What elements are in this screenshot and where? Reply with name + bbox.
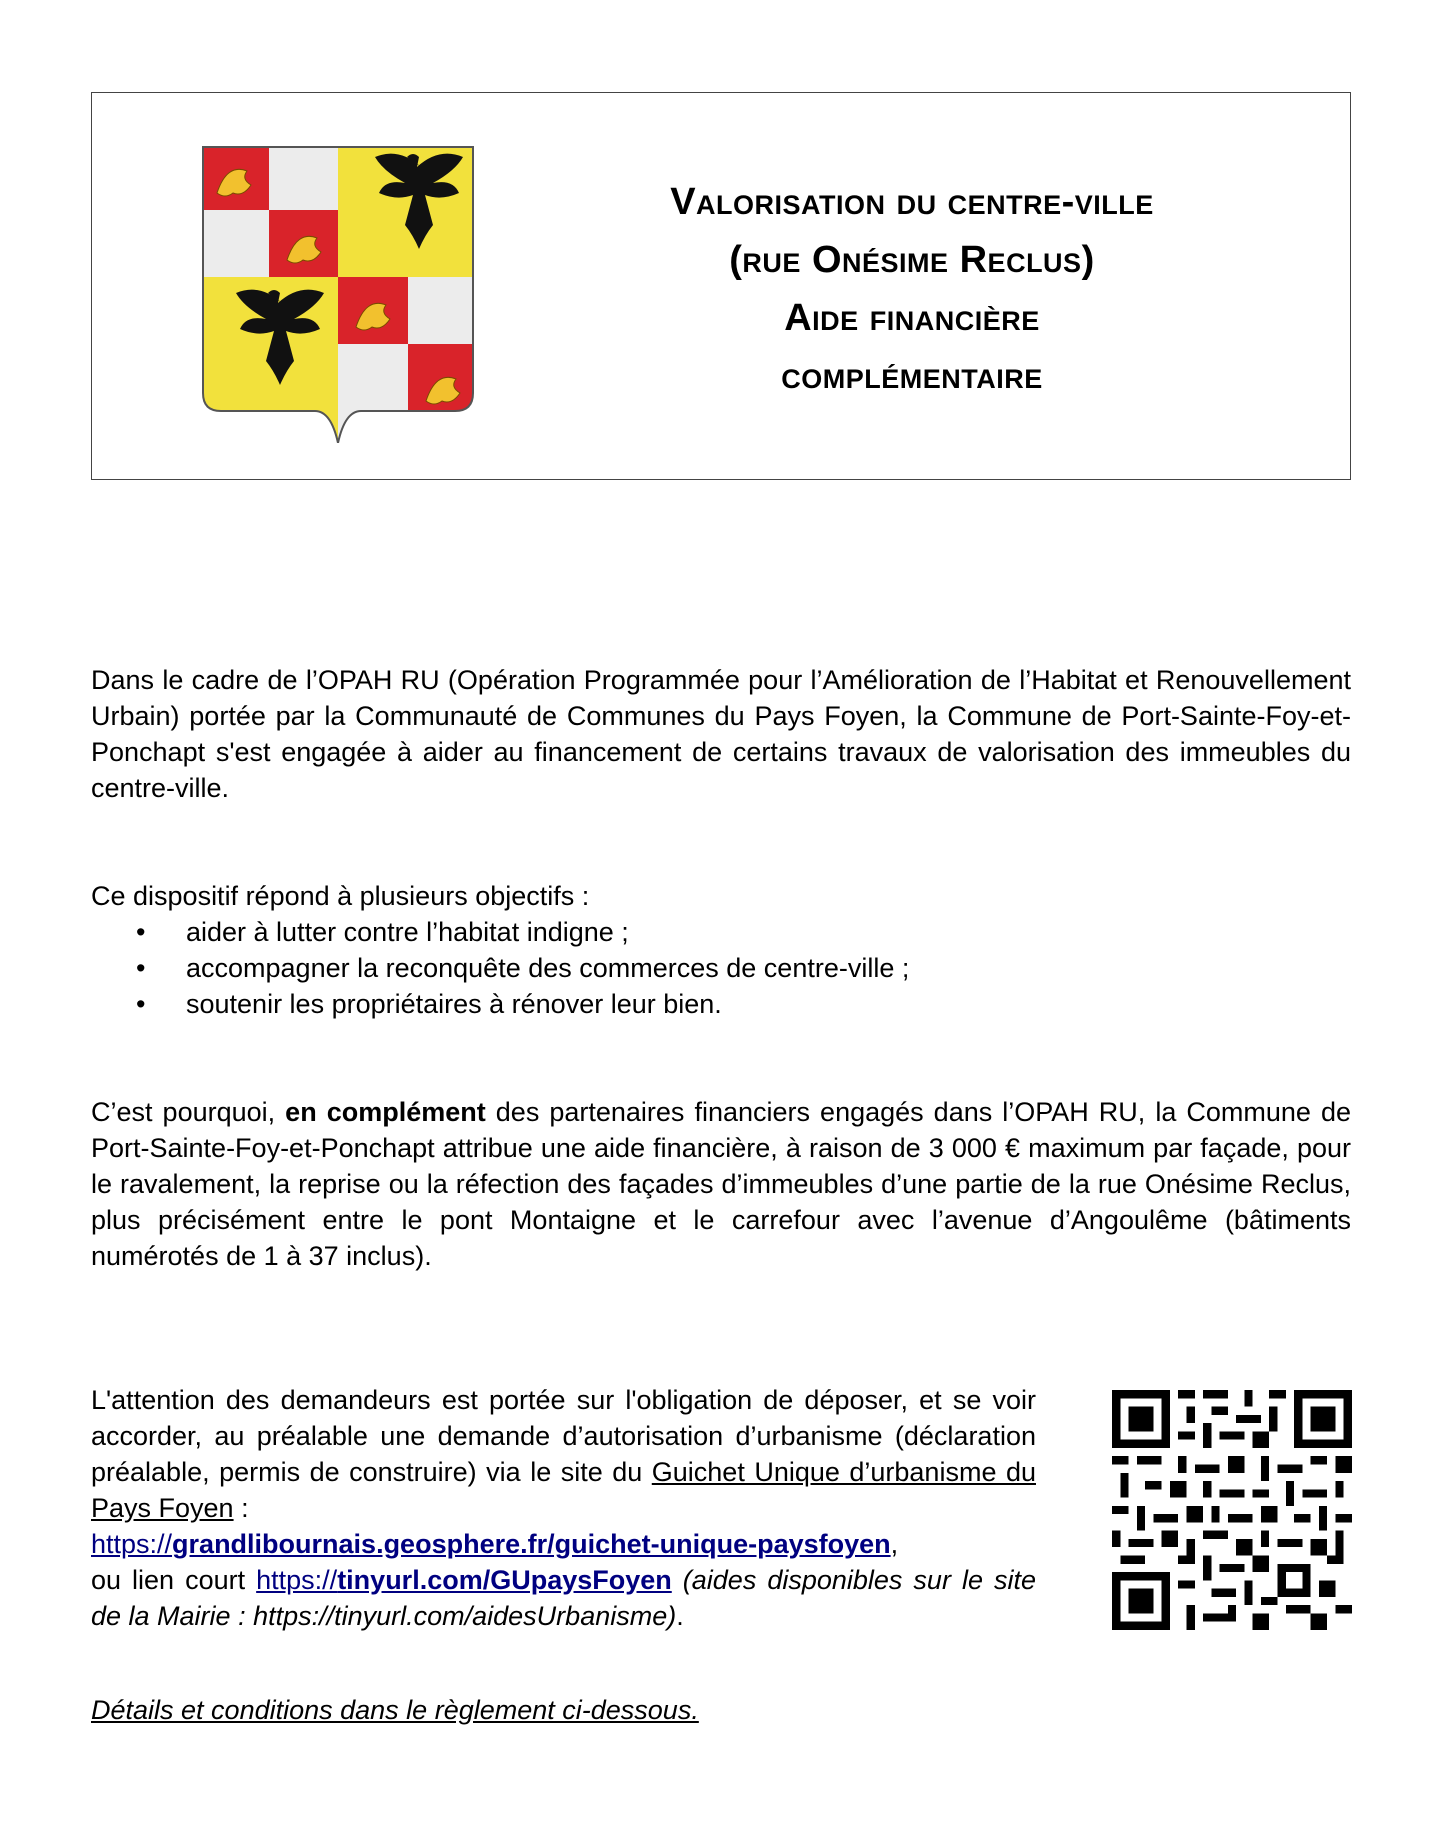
complement-emphasis: en complément (285, 1097, 486, 1127)
header-box (91, 92, 1351, 480)
aides-note: (aides disponibles sur le site de la Mairie : https://tinyurl.com/aidesUrbanisme) (91, 1565, 1036, 1631)
title-line-1: Valorisation du centre-ville (670, 181, 1154, 223)
intro-paragraph: Dans le cadre de l’OPAH RU (Opération Programmée pour l’Amélioration de l’Habitat et Renouvellement Urbain) portée par la Communauté de Communes du Pays Foyen, la Commune de Port-Sainte-Foy-et-Ponchapt s'est engagée à aider au financement de certains travaux de valorisation des immeubles du centre-ville. (91, 665, 1351, 803)
bullet-icon: • (136, 917, 146, 947)
title-line-2: (rue Onésime Reclus) (729, 239, 1095, 281)
coat-of-arms-icon (199, 143, 477, 443)
guichet-label: Guichet Unique d’urbanisme du Pays Foyen (91, 1457, 1036, 1523)
list-item: • soutenir les propriétaires à rénover leur bien. (91, 986, 1351, 1022)
objectives-list (91, 914, 1351, 1022)
short-link[interactable]: https://tinyurl.com/GUpaysFoyen (256, 1565, 672, 1595)
qr-code-icon (1112, 1390, 1352, 1630)
title-line-4: complémentaire (781, 355, 1043, 397)
list-item: • aider à lutter contre l’habitat indigne ; (91, 914, 1351, 950)
attention-paragraph: L'attention des demandeurs est portée sur l'obligation de déposer, et se voir accorder, au préalable une demande d’autorisation d’urbanisme (déclaration préalable, permis de construire) via le site du Guichet Unique d’urbanisme du Pays Foyen : https://grandlibournais.geosphere.fr/guichet-unique-paysfoyen, ou lien court https://tinyurl.com/GUpaysFoyen (aides disponibles sur le site de la Mairie : https://tinyurl.com/aidesUrbanisme). (91, 1385, 1036, 1631)
details-footer: Détails et conditions dans le règlement ci-dessous. (91, 1695, 699, 1725)
bullet-icon: • (136, 953, 146, 983)
page-title (532, 173, 1292, 405)
bullet-icon: • (136, 989, 146, 1019)
list-item: • accompagner la reconquête des commerces de centre-ville ; (91, 950, 1351, 986)
complement-paragraph: C’est pourquoi, en complément des partenaires financiers engagés dans l’OPAH RU, la Commune de Port-Sainte-Foy-et-Ponchapt attribue une aide financière, à raison de 3 000 € maximum par façade, pour le ravalement, la reprise ou la réfection des façades d’immeubles d’une partie de la rue Onésime Reclus, plus précisément entre le pont Montaigne et le carrefour avec l’avenue d’Angoulême (bâtiments numérotés de 1 à 37 inclus). (91, 1097, 1351, 1271)
objectives-lead: Ce dispositif répond à plusieurs objectifs : (91, 881, 590, 911)
guichet-unique-link[interactable]: https://grandlibournais.geosphere.fr/guichet-unique-paysfoyen (91, 1529, 891, 1559)
title-line-3: Aide financière (784, 297, 1040, 339)
objectives-section (91, 878, 1351, 1022)
